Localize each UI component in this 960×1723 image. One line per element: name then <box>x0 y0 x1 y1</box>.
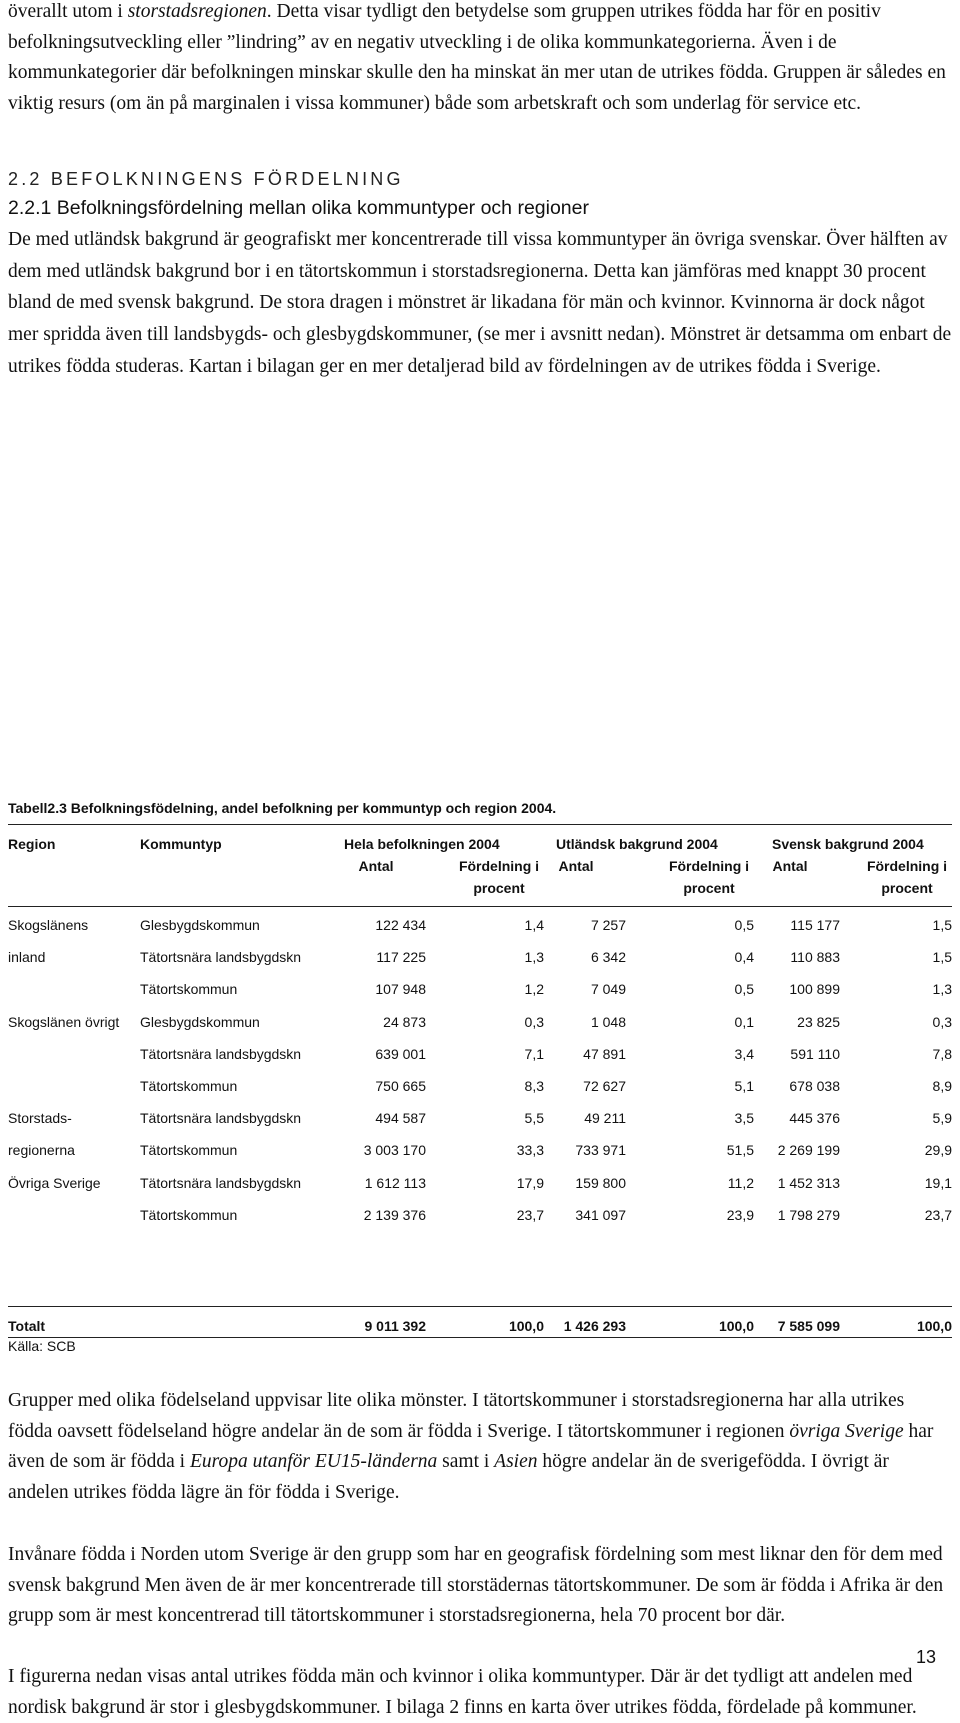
header-fordelning-1: Fördelning i <box>458 858 540 874</box>
cell-antal-hela: 2 139 376 <box>363 1207 426 1223</box>
cell-procent-utlandsk: 0,5 <box>734 981 754 997</box>
cell-region: Storstads- <box>8 1110 72 1126</box>
cell-antal-utlandsk: 1 048 <box>590 1014 626 1030</box>
cell-antal-svensk: 1 798 279 <box>777 1207 840 1223</box>
cell-antal-hela: 24 873 <box>383 1014 426 1030</box>
intro-paragraph: överallt utom i storstadsregionen. Detta visar tydligt den betydelse som gruppen utrikes födda har för en positiv befolkningsutveckling eller ”lindring” av en negativ utveckling i de olika kommunkategorierna. Även i de kommunkategorier där befolkningen minskar skulle den ha minskat än mer utan de utrikes födda. Gruppen är således en viktig resurs (om än på marginalen i vissa kommuner) både som arbetskraft och som underlag för service etc. <box>8 1 946 114</box>
cell-region: inland <box>8 949 46 965</box>
paragraph-distribution: De med utländsk bakgrund är geografiskt mer koncentrerade till vissa kommuntyper än övriga svenskar. Över hälften av dem med utländsk bakgrund bor i en tätortskommun i storstadsregionerna. Detta kan jämföras med knappt 30 procent bland de med svensk bakgrund. De stora dragen i mönstret är likadana för män och kvinnor. Kvinnorna är dock något mer spridda även till landsbygds- och glesbygdskommuner, (se mer i avsnitt nedan). Mönstret är detsamma om enbart de utrikes födda studeras. Kartan i bilagan ger en mer detaljerad bild av fördelningen av de utrikes födda i Sverige. <box>8 229 952 377</box>
cell-antal-hela: 3 003 170 <box>363 1142 426 1158</box>
cell-procent-svensk: 7,8 <box>932 1046 952 1062</box>
cell-kommuntyp: Glesbygdskommun <box>140 917 260 933</box>
cell-antal-utlandsk: 341 097 <box>575 1207 626 1223</box>
cell-antal-utlandsk: 47 891 <box>583 1046 626 1062</box>
cell-procent-hela: 5,5 <box>524 1110 544 1126</box>
cell-antal-utlandsk: 6 342 <box>590 949 626 965</box>
header-antal-1: Antal <box>358 858 394 874</box>
paragraph-country-groups: Grupper med olika födelseland uppvisar lite olika mönster. I tätortskommuner i storstadsregionerna har alla utrikes födda oavsett födelseland högre andelar än de som är födda i Sverige. I tätortskommuner i regionen övriga Sverige har även de som är födda i Europa utanför EU15-länderna samt i Asien högre andelar än de sverigefödda. I övrigt är andelen utrikes födda lägre än för födda i Sverige. <box>8 1390 934 1503</box>
cell-antal-utlandsk: 159 800 <box>575 1175 626 1191</box>
header-kommuntyp: Kommuntyp <box>140 836 222 852</box>
cell-procent-utlandsk: 51,5 <box>726 1142 754 1158</box>
cell-procent-hela: 7,1 <box>524 1046 544 1062</box>
cell-kommuntyp: Tätortskommun <box>140 1142 238 1158</box>
paragraph-nordic: Invånare födda i Norden utom Sverige är den grupp som har en geografisk fördelning som mest liknar den för dem med svensk bakgrund Men även de är mer koncentrerade till storstädernas tätortskommuner. De som är födda i Afrika är den grupp som är mest koncentrerad till tätortskommuner i storstadsregionerna, hela 70 procent bor där. <box>8 1544 944 1626</box>
cell-antal-svensk: 2 269 199 <box>777 1142 840 1158</box>
table-source: Källa: SCB <box>8 1338 76 1354</box>
header-fordelning-3: Fördelning i <box>866 858 948 874</box>
table-caption: Tabell2.3 Befolkningsfödelning, andel befolkning per kommuntyp och region 2004. <box>8 800 557 816</box>
cell-antal-svensk: 23 825 <box>797 1014 840 1030</box>
subsection-heading: 2.2.1 Befolkningsfördelning mellan olika kommuntyper och regioner <box>8 197 589 219</box>
cell-procent-hela: 8,3 <box>524 1078 544 1094</box>
cell-procent-utlandsk: 0,4 <box>734 949 754 965</box>
cell-procent-svensk: 0,3 <box>932 1014 952 1030</box>
cell-procent-utlandsk: 0,5 <box>734 917 754 933</box>
total-label: Totalt <box>8 1318 46 1334</box>
header-procent-3: procent <box>881 880 933 896</box>
paragraph-figures: I figurerna nedan visas antal utrikes födda män och kvinnor i olika kommuntyper. Där är det tydligt att andelen med nordisk bakgrund är stor i glesbygdskommuner. I bilaga 2 finns en karta över utrikes födda, fördelade på kommuner. <box>8 1666 917 1718</box>
cell-procent-svensk: 19,1 <box>924 1175 952 1191</box>
cell-procent-hela: 0,3 <box>524 1014 544 1030</box>
header-procent-1: procent <box>473 880 525 896</box>
total-procent-svensk: 100,0 <box>916 1318 952 1334</box>
cell-antal-hela: 117 225 <box>376 949 426 965</box>
cell-kommuntyp: Tätortsnära landsbygdskn <box>140 1046 302 1062</box>
cell-procent-svensk: 1,3 <box>932 981 952 997</box>
table-header-rule <box>8 906 952 907</box>
cell-procent-hela: 1,2 <box>524 981 544 997</box>
cell-procent-svensk: 5,9 <box>932 1110 952 1126</box>
cell-procent-hela: 17,9 <box>516 1175 544 1191</box>
cell-antal-svensk: 100 899 <box>789 981 840 997</box>
cell-procent-svensk: 23,7 <box>924 1207 952 1223</box>
cell-antal-utlandsk: 7 257 <box>590 917 626 933</box>
cell-antal-hela: 122 434 <box>375 917 426 933</box>
cell-procent-utlandsk: 3,4 <box>734 1046 754 1062</box>
section-heading: 2.2 BEFOLKNINGENS FÖRDELNING <box>8 169 404 189</box>
table-bottom-rule <box>8 1337 952 1338</box>
header-region: Region <box>8 836 56 852</box>
cell-kommuntyp: Tätortsnära landsbygdskn <box>140 1110 302 1126</box>
cell-procent-svensk: 1,5 <box>932 917 952 933</box>
cell-procent-svensk: 8,9 <box>932 1078 952 1094</box>
cell-kommuntyp: Tätortskommun <box>140 1207 238 1223</box>
cell-antal-svensk: 115 177 <box>790 917 840 933</box>
cell-antal-svensk: 110 883 <box>790 949 840 965</box>
cell-antal-hela: 107 948 <box>375 981 426 997</box>
cell-kommuntyp: Glesbygdskommun <box>140 1014 260 1030</box>
cell-region: Skogslänen övrigt <box>8 1014 120 1030</box>
cell-procent-utlandsk: 0,1 <box>734 1014 754 1030</box>
cell-kommuntyp: Tätortskommun <box>140 1078 238 1094</box>
cell-region: regionerna <box>8 1142 75 1158</box>
cell-antal-hela: 494 587 <box>375 1110 426 1126</box>
header-hela-befolkningen: Hela befolkningen 2004 <box>344 836 500 852</box>
cell-procent-utlandsk: 5,1 <box>734 1078 754 1094</box>
cell-antal-utlandsk: 733 971 <box>575 1142 626 1158</box>
header-procent-2: procent <box>683 880 735 896</box>
cell-antal-hela: 639 001 <box>375 1046 426 1062</box>
header-fordelning-2: Fördelning i <box>668 858 750 874</box>
cell-procent-utlandsk: 3,5 <box>734 1110 754 1126</box>
cell-procent-svensk: 1,5 <box>932 949 952 965</box>
header-antal-3: Antal <box>772 858 808 874</box>
cell-antal-hela: 750 665 <box>375 1078 426 1094</box>
cell-antal-utlandsk: 72 627 <box>583 1078 626 1094</box>
total-antal-utlandsk: 1 426 293 <box>563 1318 626 1334</box>
header-utlandsk-bakgrund: Utländsk bakgrund 2004 <box>556 836 718 852</box>
total-procent-utlandsk: 100,0 <box>718 1318 754 1334</box>
cell-procent-hela: 1,4 <box>524 917 544 933</box>
cell-procent-svensk: 29,9 <box>924 1142 952 1158</box>
total-antal-svensk: 7 585 099 <box>777 1318 840 1334</box>
total-antal-hela: 9 011 392 <box>364 1318 426 1334</box>
cell-procent-hela: 33,3 <box>516 1142 544 1158</box>
cell-antal-svensk: 591 110 <box>790 1046 840 1062</box>
cell-kommuntyp: Tätortskommun <box>140 981 238 997</box>
cell-antal-hela: 1 612 113 <box>364 1175 426 1191</box>
table-top-rule <box>8 824 952 825</box>
cell-antal-svensk: 445 376 <box>789 1110 840 1126</box>
header-svensk-bakgrund: Svensk bakgrund 2004 <box>772 836 924 852</box>
cell-region: Övriga Sverige <box>8 1175 101 1191</box>
cell-antal-svensk: 678 038 <box>789 1078 840 1094</box>
cell-antal-utlandsk: 7 049 <box>590 981 626 997</box>
cell-region: Skogslänens <box>8 917 89 933</box>
cell-procent-utlandsk: 23,9 <box>726 1207 754 1223</box>
cell-procent-hela: 23,7 <box>516 1207 544 1223</box>
page-number: 13 <box>916 1647 937 1667</box>
total-procent-hela: 100,0 <box>508 1318 544 1334</box>
cell-kommuntyp: Tätortsnära landsbygdskn <box>140 1175 302 1191</box>
cell-kommuntyp: Tätortsnära landsbygdskn <box>140 949 302 965</box>
cell-procent-hela: 1,3 <box>524 949 544 965</box>
table-body-rule <box>8 1306 952 1307</box>
header-antal-2: Antal <box>558 858 594 874</box>
cell-antal-svensk: 1 452 313 <box>777 1175 840 1191</box>
cell-antal-utlandsk: 49 211 <box>584 1110 626 1126</box>
cell-procent-utlandsk: 11,2 <box>727 1175 754 1191</box>
